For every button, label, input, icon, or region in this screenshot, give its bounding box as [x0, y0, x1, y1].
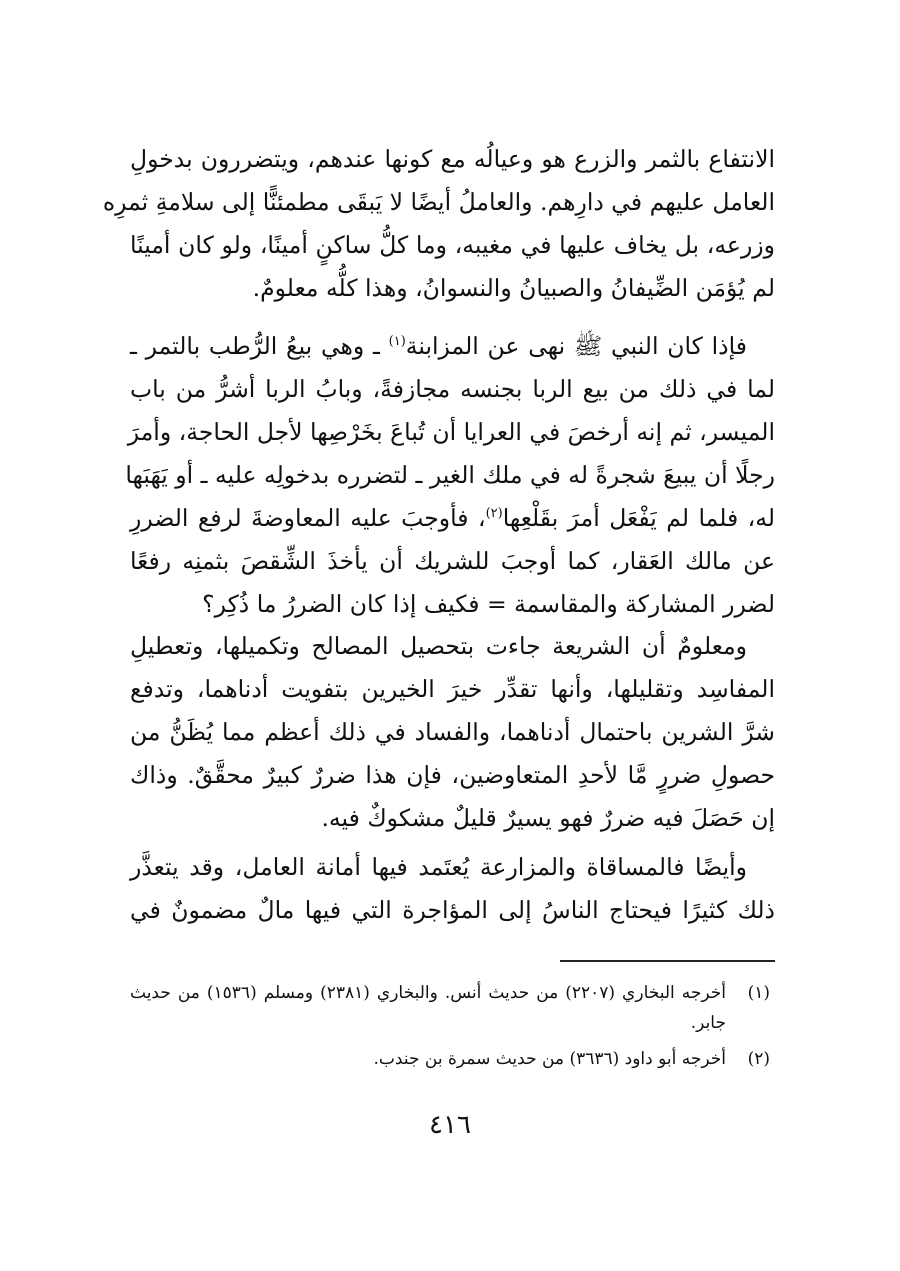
footnote-text: أخرجه البخاري (٢٢٠٧) من حديث أنس. والبخاري (٢٣٨١) ومسلم (١٥٣٦) من حديث جابر.: [130, 983, 726, 1033]
paragraph-2: [125, 325, 775, 626]
footnotes: [130, 978, 770, 1080]
text-line: شرَّ الشرين باحتمال أدناهما، والفساد في ذلك أعظم مما يُظَنُّ من: [130, 718, 775, 746]
line-text: ومعلومٌ أن الشريعة جاءت بتحصيل المصالح وتكميلها، وتعطيلِ: [130, 632, 747, 660]
text-line: لم يُؤمَن الضِّيفانُ والصبيانُ والنسوانُ، وهذا كلُّه معلومٌ.: [252, 274, 775, 302]
text-line: إن حَصَلَ فيه ضررٌ فهو يسيرٌ قليلٌ مشكوكٌ فيه.: [321, 804, 775, 832]
text-line: المفاسِد وتقليلها، وأنها تقدِّر خيرَ الخيرين بتفويت أدناهما، وتدفع: [130, 675, 775, 703]
text-line: ذلك كثيرًا فيحتاج الناسُ إلى المؤاجرة التي فيها مالٌ مضمونٌ في: [130, 896, 775, 924]
footnote-ref-2: (٢): [485, 506, 503, 522]
text-line: [130, 325, 775, 368]
footnote-number: (١): [747, 983, 770, 1003]
text-line: الميسر، ثم إنه أرخصَ في العرايا أن تُباعَ بخَرْصِها لأجل الحاجة، وأمرَ: [127, 418, 775, 446]
footnote-text: أخرجه أبو داود (٣٦٣٦) من حديث سمرة بن جندب.: [373, 1049, 726, 1069]
page-number: ٤١٦: [429, 1110, 471, 1140]
paragraph-3: [130, 625, 775, 840]
text-line: [130, 625, 775, 668]
line-text: فإذا كان النبي ﷺ نهى عن المزابنة: [405, 332, 747, 360]
text-line: العامل عليهم في دارِهم. والعاملُ أيضًا لا يَبقَى مطمئنًّا إلى سلامةِ ثمرِه: [102, 188, 775, 216]
footnote-number: (٢): [747, 1049, 770, 1069]
text-line: رجلًا أن يبيعَ شجرةً له في ملك الغير ـ لتضرره بدخولِه عليه ـ أو يَهَبَها: [125, 461, 775, 489]
paragraph-1: [102, 138, 775, 310]
footnote-1: [130, 978, 770, 1038]
text-line: حصولِ ضررٍ مَّا لأحدِ المتعاوضين، فإن هذا ضررٌ كبيرٌ محقَّقٌ. وذاك: [130, 761, 775, 789]
text-line: عن مالك العَقار، كما أوجبَ للشريك أن يأخذَ الشِّقصَ بثمنِه رفعًا: [130, 547, 775, 575]
text-line: لما في ذلك من بيع الربا بجنسه مجازفةً، وبابُ الربا أشرُّ من باب: [130, 375, 775, 403]
line-text: ـ وهي بيعُ الرُّطب بالتمر ـ: [130, 332, 389, 360]
text-line: [130, 846, 775, 889]
footnote-ref-1: (١): [388, 334, 406, 350]
line-text: له، فلما لم يَفْعَل أمرَ بقَلْعِها: [502, 504, 775, 532]
text-line: [130, 497, 775, 540]
text-line: لضرر المشاركة والمقاسمة = فكيف إذا كان الضررُ ما ذُكِر؟: [202, 590, 775, 618]
paragraph-4: [130, 846, 775, 932]
footnote-2: [130, 1044, 770, 1074]
line-text: وأيضًا فالمساقاة والمزارعة يُعتَمد فيها أمانة العامل، وقد يتعذَّر: [130, 853, 747, 881]
text-line: الانتفاع بالثمر والزرع هو وعيالُه مع كونها عندهم، ويتضررون بدخولِ: [130, 145, 775, 173]
text-line: وزرعه، بل يخاف عليها في مغيبه، وما كلُّ ساكنٍ أمينًا، ولو كان أمينًا: [130, 231, 775, 259]
footnote-divider: [560, 960, 775, 962]
line-text: ، فأوجبَ عليه المعاوضةَ لرفع الضررِ: [130, 504, 486, 532]
